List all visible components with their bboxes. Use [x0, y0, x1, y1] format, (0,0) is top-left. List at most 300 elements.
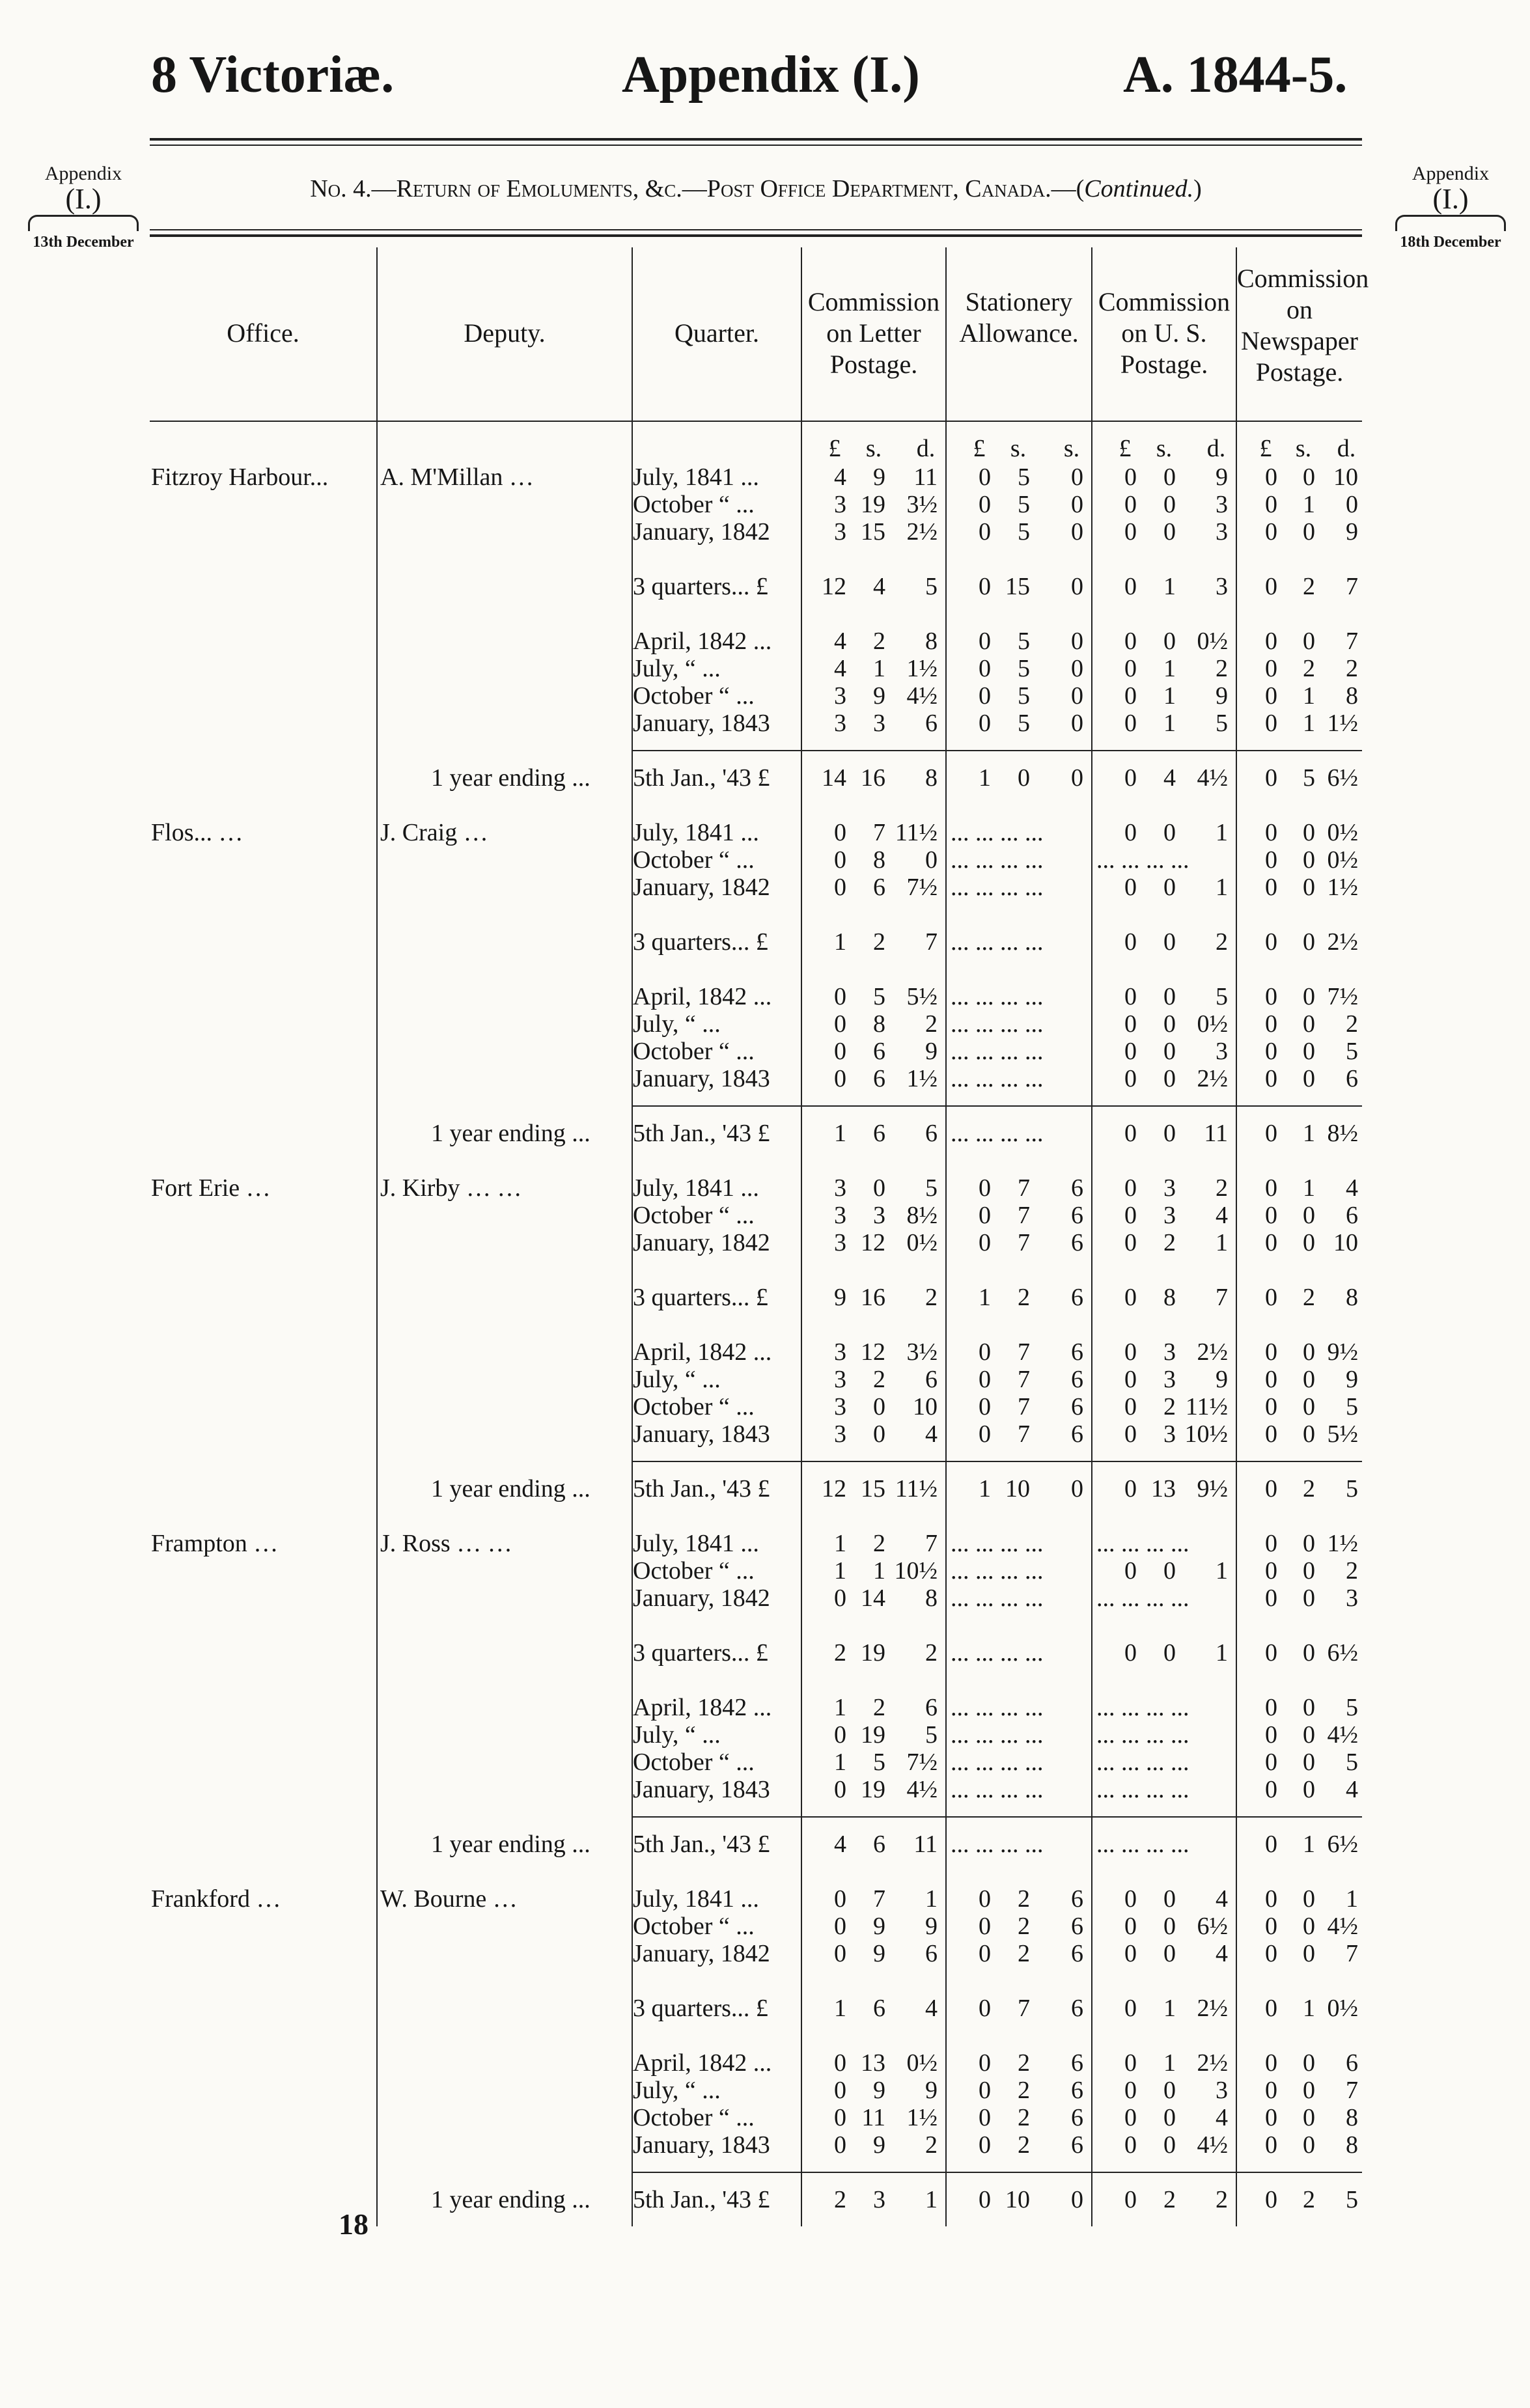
- amount-cell: 0: [1303, 1393, 1315, 1420]
- quarter-label: April, 1842 ...: [633, 1694, 772, 1721]
- amount-cell: 0½: [906, 2049, 938, 2077]
- amount-cell: 0: [1265, 710, 1277, 737]
- amount-cell: 3: [834, 491, 846, 518]
- amount-cell: 1½: [906, 1065, 938, 1092]
- office-name: Fort Erie …: [151, 1174, 271, 1202]
- quarter-label: January, 1843: [633, 1065, 770, 1092]
- amount-cell: 3: [1163, 1174, 1176, 1202]
- amount-cell: 0: [1303, 846, 1315, 874]
- amount-cell: 8: [1346, 682, 1358, 710]
- amount-cell: 0: [834, 1913, 846, 1940]
- amount-cell: 0: [1265, 464, 1277, 491]
- amount-cell: 0: [1265, 1284, 1277, 1311]
- amount-cell: 1: [834, 1120, 846, 1147]
- empty-cell-dots: ... ... ... ...: [951, 874, 1044, 901]
- amount-cell: 0: [1124, 2186, 1137, 2213]
- amount-cell: 9: [1216, 682, 1228, 710]
- amount-cell: 0: [1124, 1420, 1137, 1448]
- amount-cell: 6½: [1327, 1831, 1358, 1858]
- amount-cell: 0: [1163, 1913, 1176, 1940]
- amount-cell: 9½: [1327, 1338, 1358, 1366]
- amount-cell: 9: [1346, 518, 1358, 546]
- amount-cell: 5: [1346, 1694, 1358, 1721]
- amount-cell: 8: [925, 628, 938, 655]
- amount-cell: 0: [1071, 518, 1083, 546]
- amount-cell: 15: [861, 1475, 885, 1502]
- office-name: Flos... …: [151, 819, 243, 846]
- amount-cell: 4: [1216, 1885, 1228, 1913]
- amount-cell: 0: [979, 1338, 991, 1366]
- empty-cell-dots: ... ... ... ...: [951, 1065, 1044, 1092]
- amount-cell: 2: [1018, 2131, 1030, 2159]
- amount-cell: 0: [1265, 1995, 1277, 2022]
- amount-cell: 0: [1265, 1694, 1277, 1721]
- amount-cell: 8: [925, 1585, 938, 1612]
- amount-cell: 0: [1265, 1530, 1277, 1557]
- amount-cell: 0: [925, 846, 938, 874]
- amount-cell: 0: [1124, 1475, 1137, 1502]
- quarter-label: July, “ ...: [633, 1721, 721, 1749]
- amount-cell: 1: [1216, 1639, 1228, 1667]
- amount-cell: 1: [1303, 682, 1315, 710]
- amount-cell: 0: [1124, 710, 1137, 737]
- col-header-quarter: Quarter.: [675, 318, 759, 348]
- amount-cell: 0: [1163, 874, 1176, 901]
- amount-cell: 8: [873, 846, 885, 874]
- quarter-label: October “ ...: [633, 1557, 755, 1585]
- amount-cell: 3: [1216, 1038, 1228, 1065]
- quarter-label: April, 1842 ...: [633, 983, 772, 1010]
- quarter-label: 3 quarters... £: [633, 573, 768, 600]
- amount-cell: 6: [873, 1065, 885, 1092]
- side-label-right: [1385, 163, 1516, 251]
- amount-cell: 4: [925, 1995, 938, 2022]
- amount-cell: 2: [873, 1694, 885, 1721]
- amount-cell: 11: [1204, 1120, 1228, 1147]
- amount-cell: 2: [1018, 2049, 1030, 2077]
- amount-cell: 10: [1005, 2186, 1030, 2213]
- amount-cell: 3: [1163, 1338, 1176, 1366]
- amount-cell: 0: [834, 1585, 846, 1612]
- amount-cell: 5: [1346, 2186, 1358, 2213]
- amount-cell: 2: [1018, 2077, 1030, 2104]
- amount-cell: 1: [1303, 1995, 1315, 2022]
- amount-cell: 0: [1265, 2077, 1277, 2104]
- amount-cell: 0: [1303, 518, 1315, 546]
- quarter-label: July, 1841 ...: [633, 819, 759, 846]
- amount-cell: 3: [873, 1202, 885, 1229]
- amount-cell: 12: [861, 1229, 885, 1256]
- amount-cell: 0: [1163, 1038, 1176, 1065]
- amount-cell: 9: [925, 2077, 938, 2104]
- amount-cell: 4: [1346, 1174, 1358, 1202]
- amount-cell: 2½: [1197, 1065, 1228, 1092]
- amount-cell: 2: [925, 1639, 938, 1667]
- empty-cell-dots: ... ... ... ...: [1096, 1694, 1189, 1721]
- quarter-label: October “ ...: [633, 1749, 755, 1776]
- amount-cell: 0: [1163, 819, 1176, 846]
- period-label: 1 year ending ...: [431, 764, 591, 792]
- empty-cell-dots: ... ... ... ...: [951, 928, 1044, 956]
- amount-cell: 8: [1163, 1284, 1176, 1311]
- amount-cell: 14: [822, 764, 846, 792]
- amount-cell: 5: [925, 573, 938, 600]
- amount-cell: 0: [979, 1940, 991, 1967]
- period-label: 1 year ending ...: [431, 1831, 591, 1858]
- amount-cell: 0: [1303, 1913, 1315, 1940]
- amount-cell: 6: [1071, 1338, 1083, 1366]
- amount-cell: 2½: [906, 518, 938, 546]
- table-title-continued: Continued.: [1084, 175, 1194, 202]
- amount-cell: 9: [925, 1913, 938, 1940]
- empty-cell-dots: ... ... ... ...: [951, 1585, 1044, 1612]
- amount-cell: 0: [1071, 573, 1083, 600]
- col-header-letter-line: Postage.: [829, 350, 918, 379]
- col-header-news: [1237, 263, 1369, 388]
- amount-cell: 0: [1303, 1065, 1315, 1092]
- col-header-news-line: Newspaper: [1241, 326, 1358, 355]
- amount-cell: 0: [1303, 2049, 1315, 2077]
- amount-cell: 0: [979, 655, 991, 682]
- subtotal-rule: [633, 750, 1362, 751]
- amount-cell: 4: [834, 628, 846, 655]
- amount-cell: 2: [1346, 1010, 1358, 1038]
- amount-cell: 0: [1124, 874, 1137, 901]
- amount-cell: 2: [1216, 655, 1228, 682]
- amount-cell: 7½: [906, 1749, 938, 1776]
- quarter-label: July, 1841 ...: [633, 464, 759, 491]
- subtotal-rule: [633, 1105, 1362, 1107]
- amount-cell: 7: [1018, 1229, 1030, 1256]
- amount-cell: 0: [1346, 491, 1358, 518]
- col-header-news-line: on: [1287, 295, 1313, 324]
- subtotal-rule: [633, 1461, 1362, 1462]
- amount-cell: 7: [1018, 1420, 1030, 1448]
- amount-cell: 0: [834, 2131, 846, 2159]
- amount-cell: 8: [1346, 2104, 1358, 2131]
- amount-cell: 6: [1071, 1229, 1083, 1256]
- amount-cell: 11: [861, 2104, 885, 2131]
- amount-cell: 6½: [1197, 1913, 1228, 1940]
- amount-cell: 1: [1163, 710, 1176, 737]
- quarter-label: 3 quarters... £: [633, 1639, 768, 1667]
- amount-cell: 6: [1071, 1940, 1083, 1967]
- empty-cell-dots: ... ... ... ...: [1096, 1831, 1189, 1858]
- amount-cell: 3: [834, 1229, 846, 1256]
- amount-cell: 10: [913, 1393, 938, 1420]
- side-label-roman: (I.): [65, 183, 102, 215]
- amount-cell: 0: [834, 819, 846, 846]
- amount-cell: 0: [1265, 1475, 1277, 1502]
- quarter-label: July, “ ...: [633, 1010, 721, 1038]
- amount-cell: 0: [1265, 655, 1277, 682]
- table-title-close: ): [1193, 175, 1202, 202]
- table-title-main: No. 4.—Return of Emoluments, &c.—Post Office Department, Canada.—(: [310, 175, 1085, 202]
- amount-cell: 0: [979, 573, 991, 600]
- amount-cell: 0: [979, 464, 991, 491]
- quarter-label: April, 1842 ...: [633, 2049, 772, 2077]
- amount-cell: 1: [834, 1995, 846, 2022]
- amount-cell: 0: [834, 1038, 846, 1065]
- amount-cell: 0: [1303, 2104, 1315, 2131]
- quarter-label: October “ ...: [633, 1038, 755, 1065]
- amount-cell: 0: [1303, 1366, 1315, 1393]
- empty-cell-dots: ... ... ... ...: [951, 1694, 1044, 1721]
- amount-cell: 9: [873, 1913, 885, 1940]
- amount-cell: 0: [1124, 1366, 1137, 1393]
- amount-cell: 0: [979, 2077, 991, 2104]
- amount-cell: 6: [925, 1366, 938, 1393]
- amount-cell: 2: [1216, 1174, 1228, 1202]
- quarter-label: April, 1842 ...: [633, 1338, 772, 1366]
- amount-cell: 1: [1163, 2049, 1176, 2077]
- amount-cell: 4: [834, 1831, 846, 1858]
- empty-cell-dots: ... ... ... ...: [1096, 1585, 1189, 1612]
- amount-cell: 3: [834, 1420, 846, 1448]
- quarter-label: 3 quarters... £: [633, 1284, 768, 1311]
- deputy-name: J. Ross … …: [380, 1530, 512, 1557]
- amount-cell: 6: [1071, 1284, 1083, 1311]
- amount-cell: 0: [1265, 1913, 1277, 1940]
- amount-cell: 1½: [906, 655, 938, 682]
- amount-cell: 0: [979, 1174, 991, 1202]
- amount-cell: 7: [1346, 628, 1358, 655]
- amount-cell: 6: [1346, 1202, 1358, 1229]
- amount-cell: 2: [1303, 2186, 1315, 2213]
- side-label-appendix: Appendix: [44, 163, 122, 184]
- amount-cell: 0½: [1327, 846, 1358, 874]
- amount-cell: 2: [1018, 1284, 1030, 1311]
- col-header-news-line: Commission: [1237, 264, 1369, 293]
- amount-cell: 0: [1124, 464, 1137, 491]
- quarter-label: January, 1843: [633, 2131, 770, 2159]
- amount-cell: 19: [861, 1639, 885, 1667]
- amount-cell: 0: [834, 1010, 846, 1038]
- amount-cell: 2: [1303, 655, 1315, 682]
- amount-cell: 0½: [1327, 819, 1358, 846]
- amount-cell: 1: [1163, 573, 1176, 600]
- amount-cell: 0: [834, 846, 846, 874]
- amount-cell: 6: [925, 1940, 938, 1967]
- amount-cell: 1: [873, 1557, 885, 1585]
- quarter-label: January, 1842: [633, 1585, 770, 1612]
- quarter-label: April, 1842 ...: [633, 628, 772, 655]
- amount-cell: 10: [1333, 1229, 1358, 1256]
- amount-cell: 1: [834, 1694, 846, 1721]
- amount-cell: 7½: [1327, 983, 1358, 1010]
- amount-cell: 6½: [1327, 1639, 1358, 1667]
- amount-cell: 3: [1163, 1366, 1176, 1393]
- amount-cell: 5: [1018, 464, 1030, 491]
- amount-cell: 0: [1265, 928, 1277, 956]
- amount-cell: 5: [1018, 682, 1030, 710]
- amount-cell: 7: [925, 1530, 938, 1557]
- amount-cell: 2: [925, 1010, 938, 1038]
- amount-cell: 1: [925, 1885, 938, 1913]
- amount-cell: 0: [1071, 764, 1083, 792]
- amount-cell: 0: [1163, 2131, 1176, 2159]
- amount-cell: 0: [1265, 1831, 1277, 1858]
- amount-cell: 0: [1303, 1885, 1315, 1913]
- amount-cell: 5: [1018, 710, 1030, 737]
- amount-cell: 4: [834, 464, 846, 491]
- amount-cell: 4: [1163, 764, 1176, 792]
- amount-cell: 0: [1124, 764, 1137, 792]
- amount-cell: 3: [1216, 573, 1228, 600]
- amount-cell: 0: [1071, 682, 1083, 710]
- quarter-label: July, 1841 ...: [633, 1885, 759, 1913]
- empty-cell-dots: ... ... ... ...: [951, 983, 1044, 1010]
- amount-cell: 0: [834, 2104, 846, 2131]
- amount-cell: 0: [979, 710, 991, 737]
- amount-cell: 0: [1303, 1776, 1315, 1803]
- amount-cell: 6: [925, 710, 938, 737]
- amount-cell: 1: [1216, 1229, 1228, 1256]
- amount-cell: 3½: [906, 1338, 938, 1366]
- col-header-us-line: Commission: [1098, 287, 1231, 316]
- amount-cell: 6: [873, 1120, 885, 1147]
- amount-cell: 7: [1346, 1940, 1358, 1967]
- amount-cell: 1: [1303, 710, 1315, 737]
- amount-cell: 5: [1346, 1393, 1358, 1420]
- empty-cell-dots: ... ... ... ...: [1096, 846, 1189, 874]
- amount-cell: 7: [873, 819, 885, 846]
- amount-cell: 2: [1346, 1557, 1358, 1585]
- amount-cell: 8½: [1327, 1120, 1358, 1147]
- amount-cell: 3: [834, 1174, 846, 1202]
- amount-cell: 1: [1303, 1831, 1315, 1858]
- amount-cell: 0: [1163, 1120, 1176, 1147]
- amount-cell: 0: [1124, 1229, 1137, 1256]
- amount-cell: 0: [1265, 874, 1277, 901]
- amount-cell: 5: [925, 1174, 938, 1202]
- amount-cell: 7: [925, 928, 938, 956]
- amount-cell: 0: [1265, 628, 1277, 655]
- amount-cell: 1: [925, 2186, 938, 2213]
- amount-cell: 5: [1018, 628, 1030, 655]
- amount-cell: 0: [834, 2077, 846, 2104]
- col-header-letter-line: on Letter: [826, 318, 921, 348]
- amount-cell: 6: [1071, 2049, 1083, 2077]
- amount-cell: 5: [1216, 983, 1228, 1010]
- quarter-label: 5th Jan., '43 £: [633, 2186, 770, 2213]
- amount-cell: 0: [1124, 2077, 1137, 2104]
- quarter-label: July, 1841 ...: [633, 1174, 759, 1202]
- amount-cell: 2: [1303, 1475, 1315, 1502]
- amount-cell: 6½: [1327, 764, 1358, 792]
- amount-cell: 0½: [1197, 1010, 1228, 1038]
- amount-cell: 2: [1018, 1885, 1030, 1913]
- col-header-us: [1092, 286, 1236, 380]
- header-left: 8 Victoriæ.: [151, 46, 395, 104]
- office-name: Frampton …: [151, 1530, 279, 1557]
- empty-cell-dots: ... ... ... ...: [951, 819, 1044, 846]
- quarter-label: January, 1843: [633, 1776, 770, 1803]
- amount-cell: 0: [1265, 1393, 1277, 1420]
- amount-cell: 4½: [1327, 1913, 1358, 1940]
- amount-cell: 0: [1163, 1885, 1176, 1913]
- subtotal-rule: [633, 2172, 1362, 2173]
- amount-cell: 0: [979, 1366, 991, 1393]
- page-number: 18: [339, 2207, 369, 2241]
- amount-cell: 0: [1265, 1366, 1277, 1393]
- amount-cell: 10½: [1184, 1420, 1228, 1448]
- col-header-letter-line: Commission: [807, 287, 940, 316]
- amount-cell: 6: [1071, 1393, 1083, 1420]
- amount-cell: 0: [1124, 518, 1137, 546]
- amount-cell: 0: [1124, 928, 1137, 956]
- amount-cell: 6: [1071, 1913, 1083, 1940]
- unit-label: s.: [1010, 435, 1027, 462]
- quarter-label: January, 1843: [633, 1420, 770, 1448]
- top-double-rule: [150, 138, 1362, 146]
- empty-cell-dots: ... ... ... ...: [951, 1831, 1044, 1858]
- amount-cell: 0: [1124, 1284, 1137, 1311]
- amount-cell: 1½: [1327, 710, 1358, 737]
- amount-cell: 0: [1163, 928, 1176, 956]
- amount-cell: 4½: [1197, 2131, 1228, 2159]
- amount-cell: 2: [834, 1639, 846, 1667]
- amount-cell: 6: [1346, 1065, 1358, 1092]
- amount-cell: 16: [861, 764, 885, 792]
- amount-cell: 19: [861, 1776, 885, 1803]
- amount-cell: 0: [1124, 628, 1137, 655]
- amount-cell: 0: [1124, 655, 1137, 682]
- amount-cell: 0: [1124, 1393, 1137, 1420]
- amount-cell: 0: [834, 1065, 846, 1092]
- amount-cell: 9: [873, 682, 885, 710]
- amount-cell: 3: [834, 1338, 846, 1366]
- amount-cell: 0: [1124, 1995, 1137, 2022]
- amount-cell: 0½: [1327, 1995, 1358, 2022]
- amount-cell: 3: [873, 2186, 885, 2213]
- amount-cell: 6: [873, 874, 885, 901]
- quarter-label: 5th Jan., '43 £: [633, 764, 770, 792]
- amount-cell: 0: [1124, 2049, 1137, 2077]
- quarter-label: January, 1842: [633, 874, 770, 901]
- amount-cell: 0: [1163, 628, 1176, 655]
- amount-cell: 0: [1303, 2077, 1315, 2104]
- empty-cell-dots: ... ... ... ...: [951, 1776, 1044, 1803]
- amount-cell: 6: [873, 1831, 885, 1858]
- amount-cell: 0: [1018, 764, 1030, 792]
- unit-label: £: [1259, 435, 1272, 462]
- quarter-label: July, 1841 ...: [633, 1530, 759, 1557]
- amount-cell: 0: [1303, 1202, 1315, 1229]
- amount-cell: 9½: [1197, 1475, 1228, 1502]
- deputy-name: J. Craig …: [380, 819, 488, 846]
- amount-cell: 3: [834, 682, 846, 710]
- amount-cell: 12: [822, 573, 846, 600]
- amount-cell: 9: [1216, 464, 1228, 491]
- side-brace: [1395, 215, 1506, 231]
- amount-cell: 0: [834, 1885, 846, 1913]
- quarter-label: January, 1842: [633, 518, 770, 546]
- side-date: 18th December: [1400, 234, 1501, 251]
- table-title: [150, 174, 1362, 203]
- amount-cell: 0: [1163, 1639, 1176, 1667]
- amount-cell: 8: [925, 764, 938, 792]
- amount-cell: 0: [1265, 1229, 1277, 1256]
- amount-cell: 2: [873, 1366, 885, 1393]
- empty-cell-dots: ... ... ... ...: [1096, 1749, 1189, 1776]
- amount-cell: 3: [1216, 2077, 1228, 2104]
- amount-cell: 1: [1216, 874, 1228, 901]
- unit-label: d.: [1206, 435, 1226, 462]
- amount-cell: 9: [1216, 1366, 1228, 1393]
- amount-cell: 0: [1124, 1010, 1137, 1038]
- amount-cell: 0: [1265, 1120, 1277, 1147]
